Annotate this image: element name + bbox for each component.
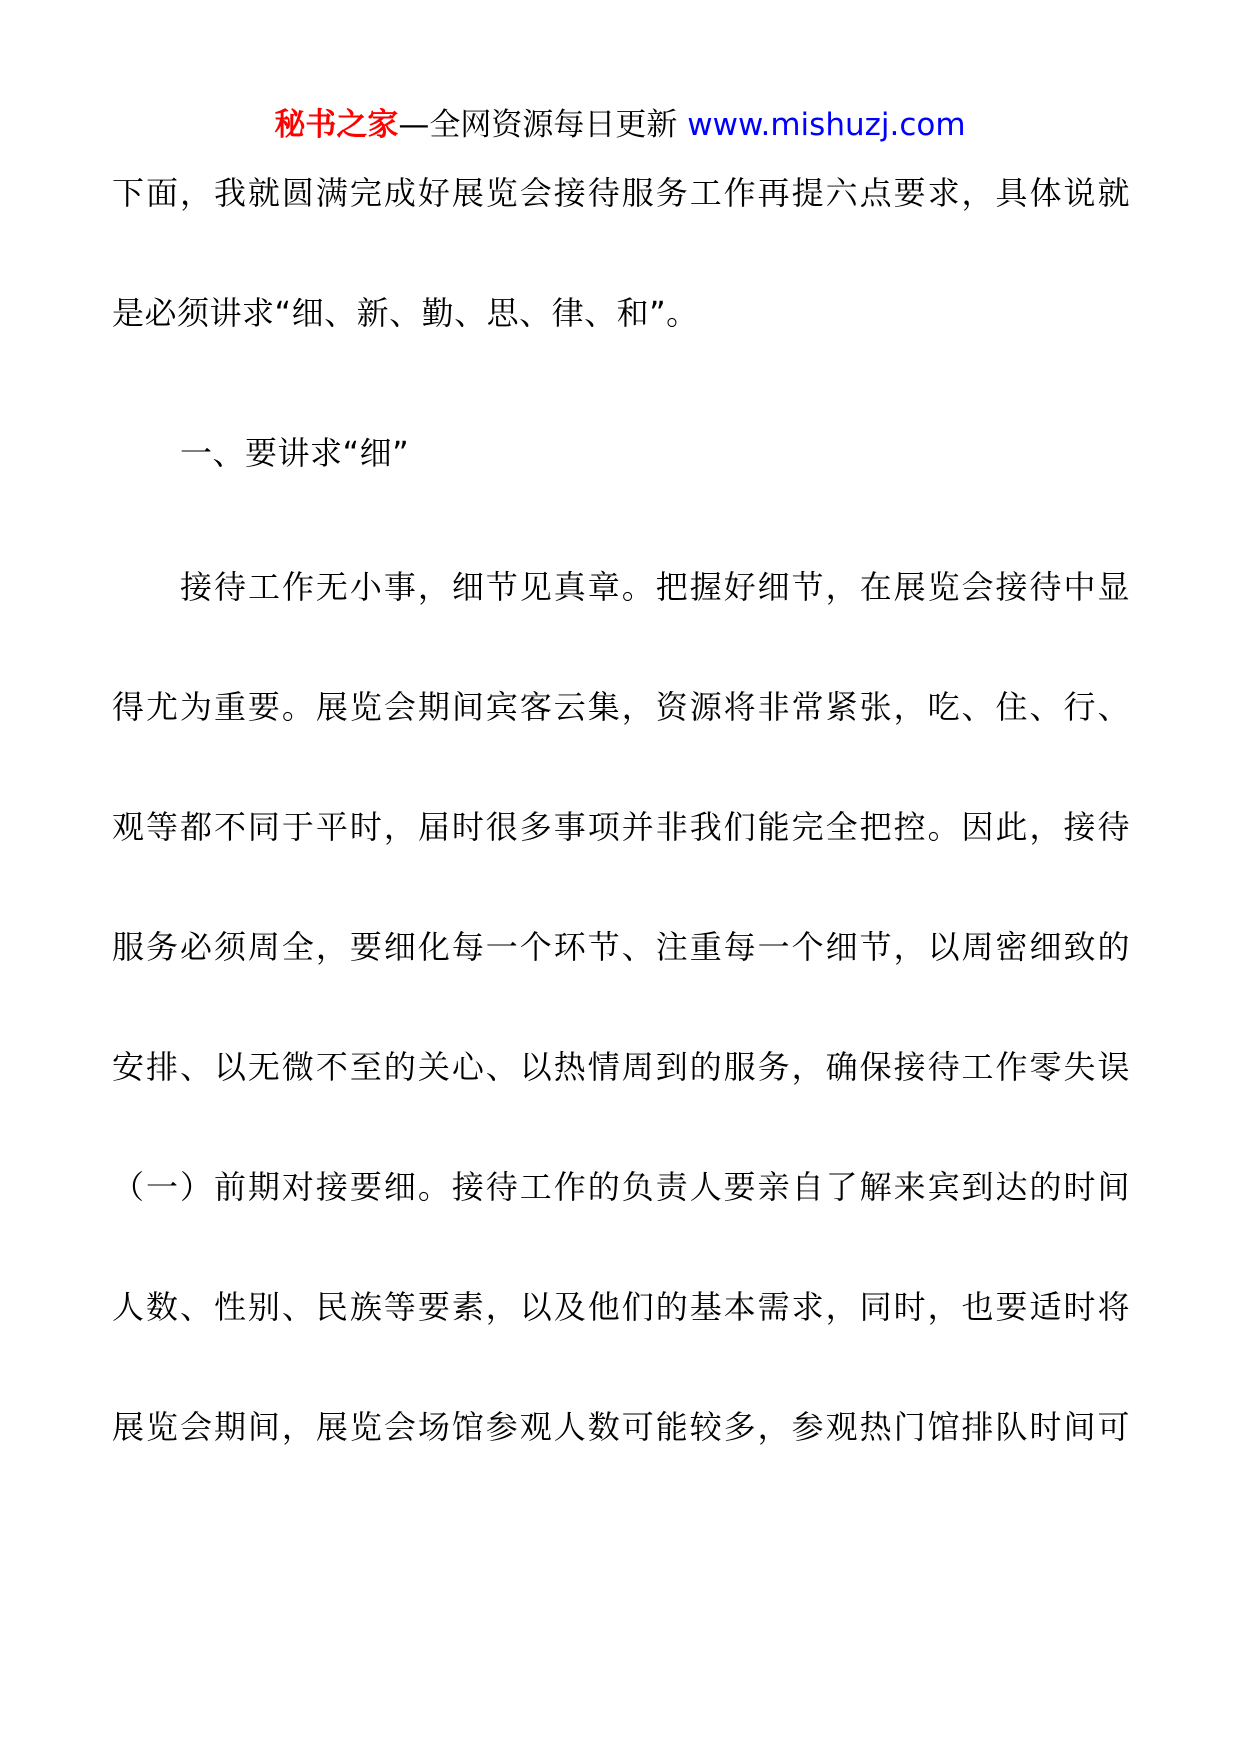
- body-line-7: 安排、以无微不至的关心、以热情周到的服务，确保接待工作零失误: [112, 1048, 1130, 1086]
- body-line-4: 得尤为重要。展览会期间宾客云集，资源将非常紧张，吃、住、行、: [112, 688, 1130, 726]
- body-line-10: 展览会期间，展览会场馆参观人数可能较多，参观热门馆排队时间可: [112, 1408, 1130, 1446]
- site-url-link[interactable]: www.mishuzj.com: [687, 107, 966, 143]
- site-slogan: —全网资源每日更新: [398, 107, 678, 143]
- body-line-6: 服务必须周全，要细化每一个环节、注重每一个细节，以周密细致的: [112, 928, 1130, 966]
- body-line-2: 是必须讲求“细、新、勤、思、律、和”。: [112, 294, 699, 332]
- body-line-5: 观等都不同于平时，届时很多事项并非我们能完全把控。因此，接待: [112, 808, 1130, 846]
- section-heading-1: 一、要讲求“细”: [180, 434, 410, 472]
- site-header: [0, 100, 1240, 150]
- body-line-8: （一）前期对接要细。接待工作的负责人要亲自了解来宾到达的时间: [112, 1168, 1130, 1206]
- body-line-1: 下面，我就圆满完成好展览会接待服务工作再提六点要求，具体说就: [112, 174, 1130, 212]
- body-line-9: 人数、性别、民族等要素，以及他们的基本需求，同时，也要适时将: [112, 1288, 1130, 1326]
- site-brand: 秘书之家: [274, 107, 399, 143]
- body-line-3: 接待工作无小事，细节见真章。把握好细节，在展览会接待中显: [180, 568, 1130, 606]
